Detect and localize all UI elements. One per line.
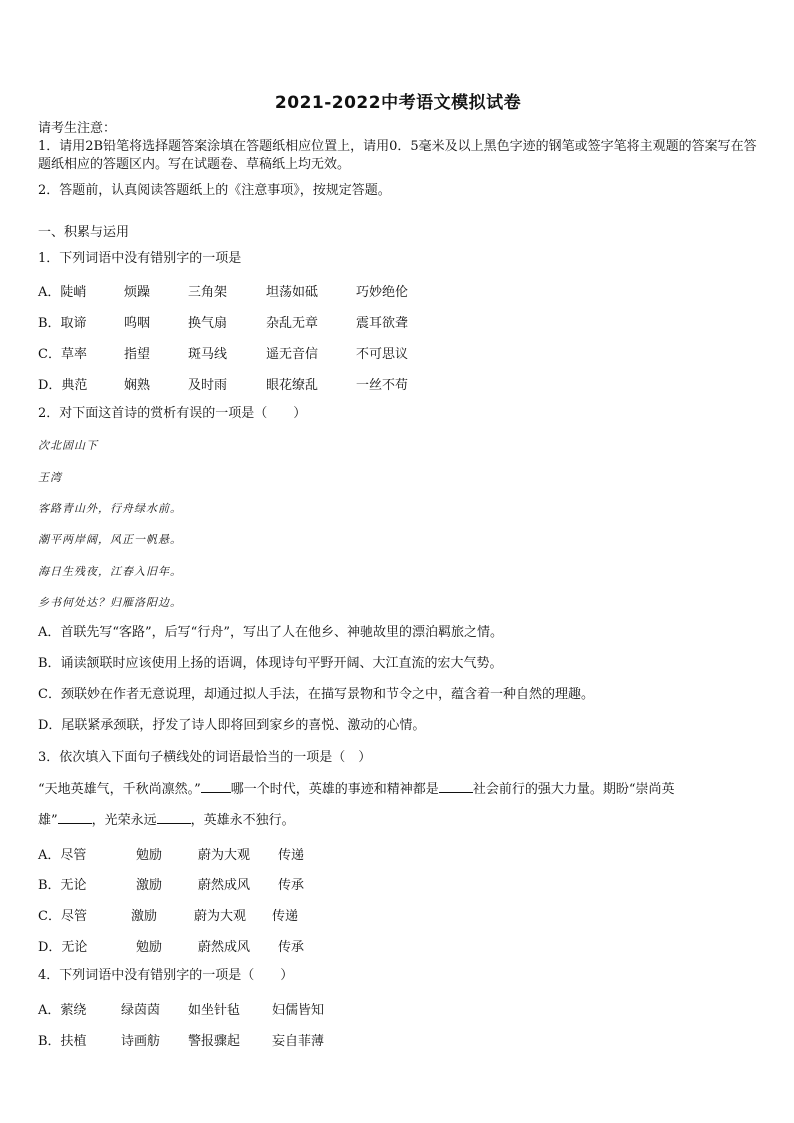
option-word: 传承 xyxy=(278,878,305,893)
question-2-stem: 2．对下面这首诗的赏析有误的一项是（ ） xyxy=(38,406,307,421)
q1-option-c xyxy=(38,343,408,362)
option-word: 蔚为大观 xyxy=(198,848,251,863)
q3-text: ，英雄永不独行。 xyxy=(190,813,295,828)
notice-item-1: 1．请用2B铅笔将选择题答案涂填在答题纸相应位置上，请用0．5毫米及以上黑色字迹的钢笔或签字笔将主观题的答案写在答题纸相应的答题区内。写在试题卷、草稿纸上均无效。 xyxy=(38,139,757,172)
q3-option-b xyxy=(38,874,304,893)
option-word: 呜咽 xyxy=(124,316,151,331)
option-label: C．尽管 xyxy=(38,909,87,924)
option-word: 如坐针毡 xyxy=(188,1003,241,1018)
fill-blank-1 xyxy=(201,780,231,793)
notice-item-2: 2．答题前，认真阅读答题纸上的《注意事项》，按规定答题。 xyxy=(38,183,391,198)
page-title: 2021-2022中考语文模拟试卷 xyxy=(274,93,522,113)
option-word: 激励 xyxy=(131,909,158,924)
option-word: 妄自菲薄 xyxy=(272,1034,325,1049)
fill-blank-2 xyxy=(439,780,473,793)
option-word: 激励 xyxy=(136,878,163,893)
option-word: 换气扇 xyxy=(188,316,228,331)
q1-option-b xyxy=(38,312,408,331)
option-word: 传递 xyxy=(272,909,299,924)
question-1-stem: 1．下列词语中没有错别字的一项是 xyxy=(38,251,242,266)
option-word: 传递 xyxy=(278,848,305,863)
option-label: C．草率 xyxy=(38,347,87,362)
option-word: 蔚然成风 xyxy=(198,940,251,955)
option-label: A．陡峭 xyxy=(38,285,87,300)
option-label: B．扶植 xyxy=(38,1034,87,1049)
q4-option-b xyxy=(38,1030,324,1049)
q3-text: 雄” xyxy=(38,813,58,828)
option-word: 蔚为大观 xyxy=(194,909,247,924)
option-word: 烦躁 xyxy=(124,285,151,300)
poem-author: 王湾 xyxy=(38,471,62,484)
option-label: B．无论 xyxy=(38,878,87,893)
poem-title: 次北固山下 xyxy=(38,439,98,452)
poem-line: 客路青山外，行舟绿水前。 xyxy=(38,502,182,515)
fill-blank-4 xyxy=(157,811,191,824)
option-word: 警报骤起 xyxy=(188,1034,241,1049)
q3-text: ，光荣永远 xyxy=(91,813,157,828)
option-word: 一丝不苟 xyxy=(356,378,409,393)
poem-line: 乡书何处达？归雁洛阳边。 xyxy=(38,596,182,609)
option-word: 斑马线 xyxy=(188,347,228,362)
q3-passage-line-2 xyxy=(38,811,295,830)
q1-option-a xyxy=(38,281,408,300)
option-word: 及时雨 xyxy=(188,378,228,393)
option-word: 妇儒皆知 xyxy=(272,1003,325,1018)
option-word: 蔚然成风 xyxy=(198,878,251,893)
q3-option-a xyxy=(38,844,304,863)
question-3-stem: 3．依次填入下面句子横线处的词语最恰当的一项是（ ） xyxy=(38,750,372,765)
q4-option-a xyxy=(38,999,324,1018)
q3-quote: “天地英雄气，千秋尚凛然。” xyxy=(38,782,201,797)
option-label: A．萦绕 xyxy=(38,1003,87,1018)
option-word: 勉励 xyxy=(136,940,163,955)
option-label: A．尽管 xyxy=(38,848,87,863)
option-word: 遥无音信 xyxy=(266,347,319,362)
q2-option-d: D．尾联紧承颈联，抒发了诗人即将回到家乡的喜悦、激动的心情。 xyxy=(38,718,426,733)
poem-line: 潮平两岸阔，风正一帆悬。 xyxy=(38,533,182,546)
q3-passage-line-1 xyxy=(38,780,674,799)
q3-option-c xyxy=(38,905,298,924)
option-word: 传承 xyxy=(278,940,305,955)
option-word: 巧妙绝伦 xyxy=(356,285,409,300)
option-word: 震耳欲聋 xyxy=(356,316,409,331)
q2-option-c: C．颈联妙在作者无意说理，却通过拟人手法，在描写景物和节令之中，蕴含着一种自然的理趣。 xyxy=(38,687,594,702)
q2-option-b: B．诵读颔联时应该使用上扬的语调，体现诗句平野开阔、大江直流的宏大气势。 xyxy=(38,656,503,671)
option-word: 诗画舫 xyxy=(121,1034,161,1049)
option-word: 指望 xyxy=(124,347,151,362)
option-word: 娴熟 xyxy=(124,378,151,393)
poem-line: 海日生残夜，江春入旧年。 xyxy=(38,565,182,578)
option-word: 三角架 xyxy=(188,285,228,300)
option-label: D．典范 xyxy=(38,378,88,393)
option-word: 坦荡如砥 xyxy=(266,285,319,300)
option-label: D．无论 xyxy=(38,940,88,955)
option-word: 勉励 xyxy=(136,848,163,863)
q2-option-a: A．首联先写“客路”，后写“行舟”，写出了人在他乡、神驰故里的漂泊羁旅之情。 xyxy=(38,625,503,640)
option-word: 绿茵茵 xyxy=(121,1003,161,1018)
option-word: 不可思议 xyxy=(356,347,409,362)
fill-blank-3 xyxy=(58,811,92,824)
option-word: 眼花缭乱 xyxy=(266,378,319,393)
q3-text: 社会前行的强大力量。期盼“崇尚英 xyxy=(472,782,675,797)
option-label: B．取谛 xyxy=(38,316,87,331)
section-heading: 一、积累与运用 xyxy=(38,225,130,240)
q1-option-d xyxy=(38,374,408,393)
notice-heading: 请考生注意： xyxy=(38,121,117,136)
option-word: 杂乱无章 xyxy=(266,316,319,331)
question-4-stem: 4．下列词语中没有错别字的一项是（ ） xyxy=(38,968,294,983)
q3-text: 哪一个时代，英雄的事迹和精神都是 xyxy=(230,782,439,797)
q3-option-d xyxy=(38,936,304,955)
